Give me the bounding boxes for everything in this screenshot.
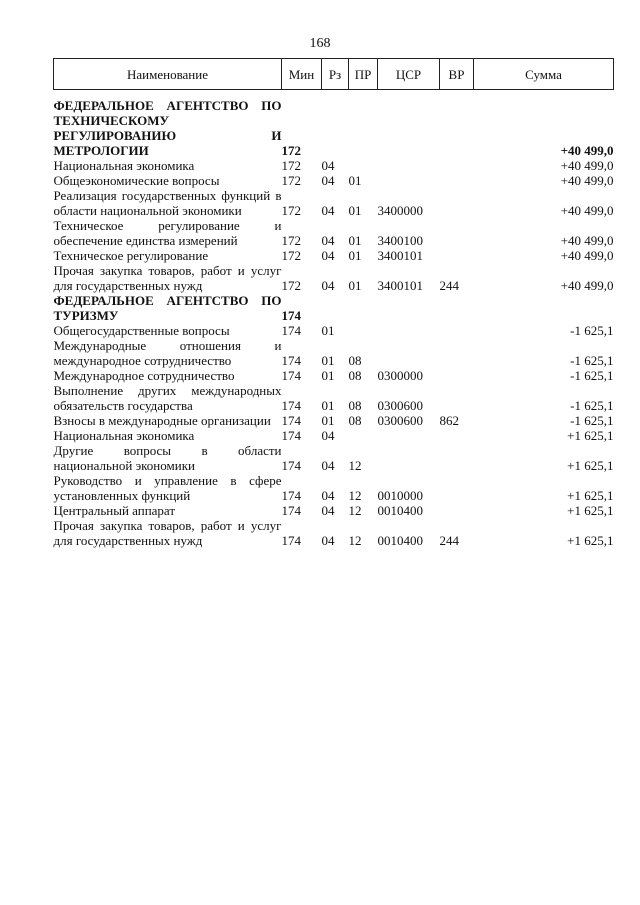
cell-rz: 01: [321, 413, 335, 428]
header-name: Наименование: [54, 59, 282, 90]
cell-min: 172: [281, 203, 301, 218]
cell-vr: [440, 248, 474, 263]
cell-min: 172: [281, 143, 301, 158]
table-row: [54, 368, 614, 383]
cell-sum: -1 625,1: [570, 368, 614, 383]
cell-name: Прочая закупка товаров, работ и услуг для государственных нужд: [53, 263, 282, 293]
cell-name: Руководство и управление в сфере установленных функций: [53, 473, 282, 503]
cell-csr: 3400101: [377, 248, 423, 263]
cell-rz: 04: [321, 458, 335, 473]
cell-name: Национальная экономика: [53, 158, 195, 173]
cell-pr: 08: [348, 353, 362, 368]
cell-rz: 04: [321, 503, 335, 518]
table-row: [54, 218, 614, 248]
cell-rz: 04: [321, 488, 335, 503]
cell-pr: 01: [348, 248, 362, 263]
cell-rz: 01: [321, 323, 335, 338]
cell-csr: [378, 173, 440, 188]
cell-pr: [349, 293, 378, 323]
header-sum: Сумма: [474, 59, 614, 90]
cell-sum: +1 625,1: [567, 428, 614, 443]
table-row: [54, 90, 614, 159]
cell-min: 174: [281, 368, 301, 383]
cell-rz: 04: [321, 278, 335, 293]
cell-sum: -1 625,1: [570, 398, 614, 413]
cell-sum: +1 625,1: [567, 458, 614, 473]
cell-sum: +40 499,0: [560, 158, 614, 173]
cell-vr: [440, 173, 474, 188]
cell-sum: +40 499,0: [560, 233, 614, 248]
cell-pr: 12: [348, 533, 362, 548]
cell-min: 174: [281, 533, 301, 548]
cell-vr: [440, 473, 474, 503]
cell-csr: 3400101: [377, 278, 423, 293]
cell-pr: 01: [348, 278, 362, 293]
cell-min: 172: [281, 173, 301, 188]
cell-min: 172: [281, 278, 301, 293]
cell-vr: [440, 383, 474, 413]
cell-rz: 04: [321, 248, 335, 263]
table-row: [54, 518, 614, 548]
table-row: [54, 158, 614, 173]
cell-pr: [349, 90, 378, 159]
cell-rz: 01: [321, 398, 335, 413]
cell-name: Национальная экономика: [53, 428, 195, 443]
cell-name: Реализация государственных функций в области национальной экономики: [53, 188, 282, 218]
cell-sum: +1 625,1: [567, 503, 614, 518]
table-row: [54, 248, 614, 263]
cell-pr: [349, 158, 378, 173]
cell-csr: 0300000: [377, 368, 423, 383]
table-row: [54, 443, 614, 473]
cell-name: Международные отношения и международное сотрудничество: [53, 338, 282, 368]
table-row: [54, 188, 614, 218]
cell-pr: 12: [348, 488, 362, 503]
cell-min: 172: [281, 233, 301, 248]
header-pr: ПР: [349, 59, 378, 90]
header-min: Мин: [282, 59, 322, 90]
cell-min: 174: [281, 323, 301, 338]
cell-pr: 01: [348, 233, 362, 248]
cell-rz: [322, 90, 349, 159]
table-row: [54, 338, 614, 368]
cell-name: Техническое регулирование и обеспечение единства измерений: [53, 218, 282, 248]
table-row: [54, 293, 614, 323]
cell-vr: [440, 188, 474, 218]
cell-vr: [440, 158, 474, 173]
cell-csr: 0300600: [377, 398, 423, 413]
cell-pr: 12: [348, 458, 362, 473]
cell-sum: +40 499,0: [560, 248, 614, 263]
cell-rz: 04: [321, 233, 335, 248]
cell-vr: [440, 218, 474, 248]
cell-rz: 01: [321, 353, 335, 368]
cell-min: 174: [281, 488, 301, 503]
cell-pr: [349, 323, 378, 338]
cell-min: 174: [281, 413, 301, 428]
cell-rz: 04: [321, 158, 335, 173]
cell-csr: [378, 90, 440, 159]
cell-min: 174: [281, 398, 301, 413]
cell-name: Техническое регулирование: [53, 248, 209, 263]
cell-min: 172: [281, 158, 301, 173]
cell-rz: 04: [321, 428, 335, 443]
cell-csr: [378, 293, 440, 323]
cell-name: Центральный аппарат: [53, 503, 176, 518]
table-row: [54, 323, 614, 338]
table-row: [54, 263, 614, 293]
cell-min: 174: [281, 308, 301, 323]
cell-pr: 08: [348, 398, 362, 413]
header-vr: ВР: [440, 59, 474, 90]
cell-csr: 0010400: [377, 533, 423, 548]
table-header: [54, 59, 614, 90]
cell-sum: +1 625,1: [567, 533, 614, 548]
cell-csr: [378, 338, 440, 368]
cell-rz: 04: [321, 533, 335, 548]
cell-vr: 244: [439, 278, 459, 293]
header-rz: Рз: [322, 59, 349, 90]
cell-sum: [474, 293, 614, 323]
cell-vr: [440, 293, 474, 323]
cell-vr: [440, 323, 474, 338]
cell-rz: 04: [321, 173, 335, 188]
cell-name: Международное сотрудничество: [53, 368, 235, 383]
cell-pr: 08: [348, 413, 362, 428]
cell-vr: [440, 503, 474, 518]
cell-name: Взносы в международные организации: [53, 413, 271, 428]
cell-vr: [440, 368, 474, 383]
cell-min: 174: [281, 458, 301, 473]
cell-vr: [440, 443, 474, 473]
table-row: [54, 428, 614, 443]
cell-name: ФЕДЕРАЛЬНОЕ АГЕНТСТВО ПО ТУРИЗМУ: [53, 293, 282, 323]
cell-vr: [440, 338, 474, 368]
cell-rz: 04: [321, 203, 335, 218]
budget-table: [53, 58, 614, 548]
cell-csr: 3400100: [377, 233, 423, 248]
cell-vr: [440, 428, 474, 443]
cell-vr: [440, 90, 474, 159]
cell-pr: 01: [348, 173, 362, 188]
cell-sum: +40 499,0: [560, 278, 614, 293]
cell-csr: [378, 323, 440, 338]
cell-name: Выполнение других международных обязательств государства: [53, 383, 282, 413]
cell-rz: [322, 293, 349, 323]
cell-pr: 12: [348, 503, 362, 518]
cell-min: 172: [281, 248, 301, 263]
cell-vr: 862: [439, 413, 459, 428]
cell-rz: 01: [321, 368, 335, 383]
page-number: 168: [309, 36, 331, 51]
cell-pr: 01: [348, 203, 362, 218]
cell-name: Общегосударственные вопросы: [53, 323, 230, 338]
cell-name: Другие вопросы в области национальной экономики: [53, 443, 282, 473]
cell-name: ФЕДЕРАЛЬНОЕ АГЕНТСТВО ПО ТЕХНИЧЕСКОМУ РЕГУЛИРОВАНИЮ И МЕТРОЛОГИИ: [53, 98, 282, 158]
cell-csr: 0300600: [377, 413, 423, 428]
cell-sum: +40 499,0: [560, 173, 614, 188]
cell-name: Прочая закупка товаров, работ и услуг для государственных нужд: [53, 518, 282, 548]
cell-sum: +1 625,1: [567, 488, 614, 503]
cell-pr: 08: [348, 368, 362, 383]
cell-csr: [378, 443, 440, 473]
table-row: [54, 473, 614, 503]
header-csr: ЦСР: [378, 59, 440, 90]
cell-sum: -1 625,1: [570, 353, 614, 368]
cell-csr: [378, 428, 440, 443]
cell-sum: +40 499,0: [560, 143, 614, 158]
table-row: [54, 503, 614, 518]
cell-sum: -1 625,1: [570, 413, 614, 428]
cell-vr: 244: [439, 533, 459, 548]
cell-sum: -1 625,1: [570, 323, 614, 338]
cell-csr: 3400000: [377, 203, 423, 218]
cell-min: 174: [281, 503, 301, 518]
cell-name: Общеэкономические вопросы: [53, 173, 220, 188]
cell-pr: [349, 428, 378, 443]
cell-min: 174: [281, 428, 301, 443]
cell-sum: +40 499,0: [560, 203, 614, 218]
cell-min: 174: [281, 353, 301, 368]
cell-csr: [378, 158, 440, 173]
cell-csr: 0010000: [377, 488, 423, 503]
cell-csr: 0010400: [377, 503, 423, 518]
table-body: [54, 90, 614, 549]
table-row: [54, 173, 614, 188]
table-row: [54, 413, 614, 428]
table-row: [54, 383, 614, 413]
